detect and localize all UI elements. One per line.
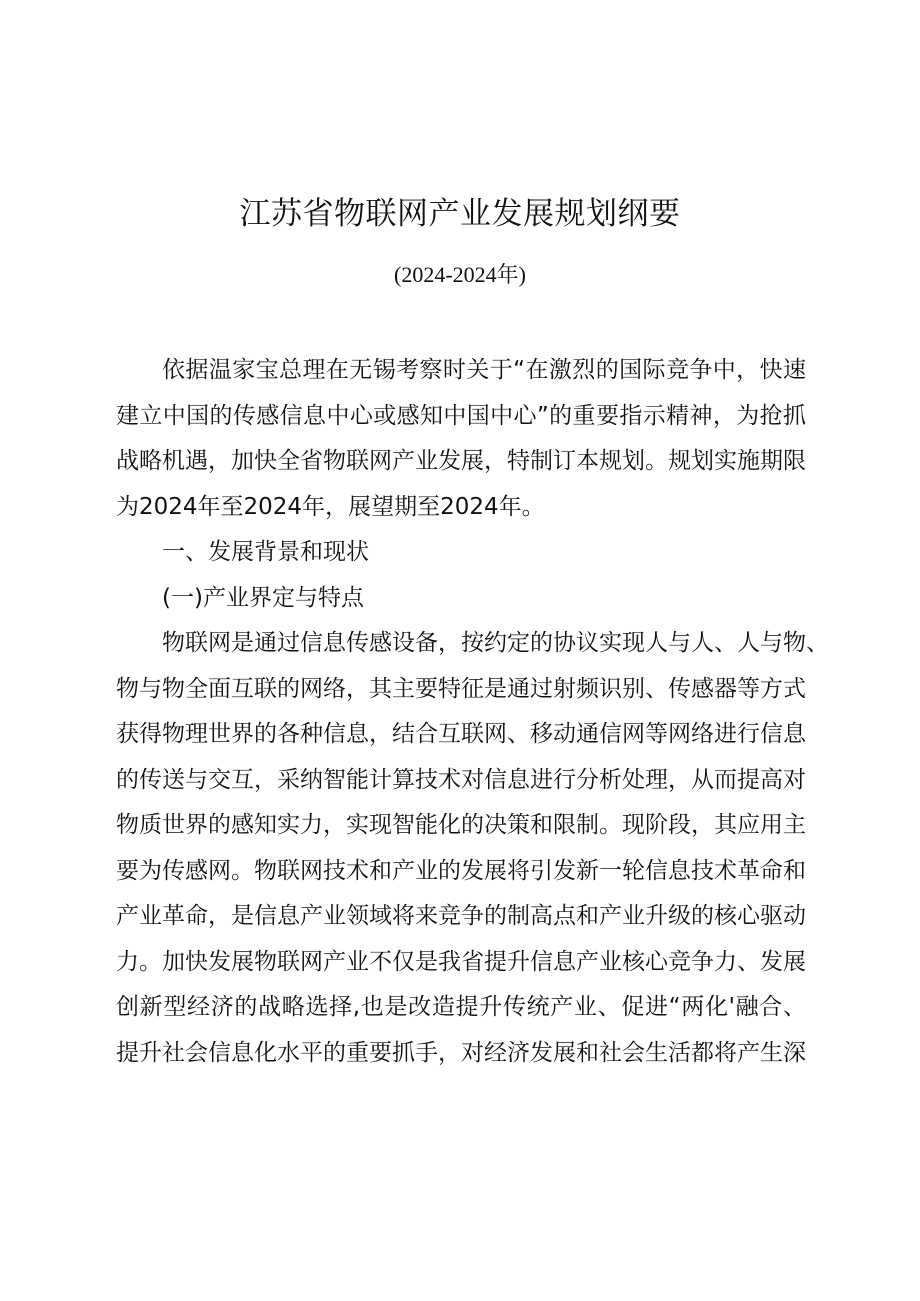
definition-paragraph [116, 621, 829, 1076]
paragraph-line: 产业革命，是信息产业领域将来竞争的制高点和产业升级的核心驱动 [116, 903, 806, 929]
paragraph-line: 获得物理世界的各种信息，结合互联网、移动通信网等网络进行信息 [116, 721, 806, 747]
paragraph-line: 提升社会信息化水平的重要抓手，对经济发展和社会生活都将产生深 [116, 1039, 806, 1066]
paragraph-line: 物质世界的感知实力，实现智能化的决策和限制。现阶段，其应用主 [116, 812, 806, 838]
paragraph-line: 创新型经济的战略选择,也是改造提升传统产业、促进“两化'融合、 [116, 994, 806, 1020]
paragraph-line: 力。加快发展物联网产业不仅是我省提升信息产业核心竞争力、发展 [116, 948, 806, 975]
paragraph-line: 依据温家宝总理在无锡考察时关于“在激烈的国际竞争中，快速 [162, 357, 806, 383]
intro-paragraph [116, 348, 806, 530]
section-heading: 一、发展背景和现状 [162, 539, 369, 565]
paragraph-line: 为2024年至2024年，展望期至2024年。 [116, 493, 545, 520]
document-body [116, 348, 829, 1076]
paragraph-line: 要为传感网。物联网技术和产业的发展将引发新一轮信息技术革命和 [116, 857, 806, 884]
paragraph-line: 战略机遇，加快全省物联网产业发展，特制订本规划。规划实施期限 [116, 448, 806, 474]
paragraph-line: 物联网是通过信息传感设备，按约定的协议实现人与人、人与物、 [162, 630, 829, 656]
paragraph-line: 的传送与交互，采纳智能计算技术对信息进行分析处理，从而提高对 [116, 766, 806, 793]
paragraph-line: 物与物全面互联的网络，其主要特征是通过射频识别、传感器等方式 [116, 675, 806, 702]
document-title: 江苏省物联网产业发展规划纲要 [239, 196, 681, 232]
paragraph-line: 建立中国的传感信息中心或感知中国中心”的重要指示精神，为抢抓 [116, 402, 806, 429]
subsection-heading: (一)产业界定与特点 [162, 584, 364, 611]
document-subtitle: (2024-2024年) [394, 262, 526, 287]
